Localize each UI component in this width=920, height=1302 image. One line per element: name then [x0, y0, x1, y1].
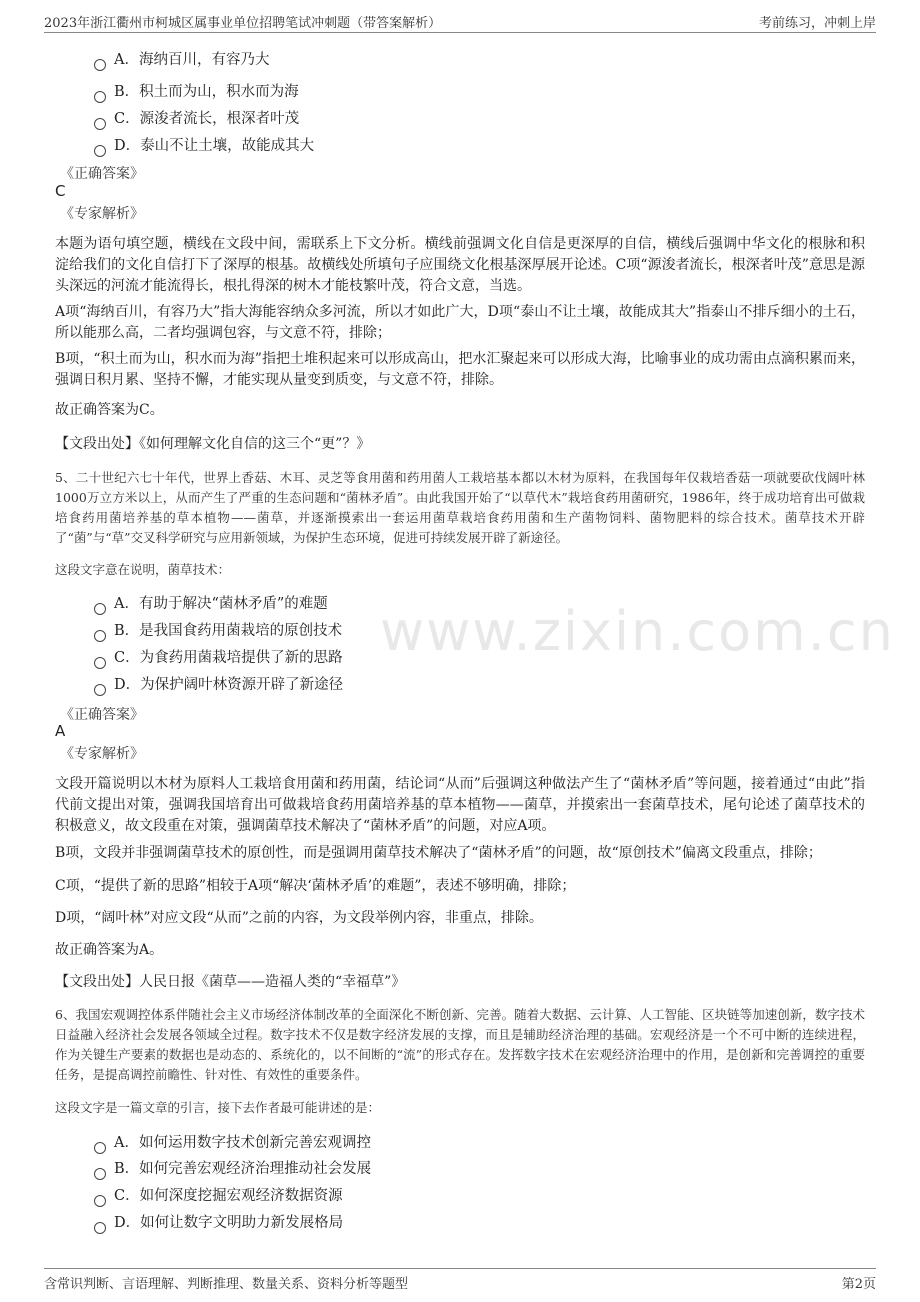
answer-label: 《正确答案》	[60, 166, 144, 182]
option-label: D．如何让数字文明助力新发展格局	[114, 1215, 344, 1231]
radio-icon[interactable]	[94, 1168, 106, 1180]
answer-value: A	[55, 722, 66, 740]
analysis-paragraph: D项，“阔叶林”对应文段“从而”之前的内容，为文段举例内容，非重点，排除。	[55, 910, 543, 926]
q5-option-b[interactable]	[94, 619, 342, 641]
q6-option-c[interactable]	[94, 1184, 343, 1206]
option-label: C．源浚者流长，根深者叶茂	[114, 111, 300, 127]
radio-icon[interactable]	[94, 1195, 106, 1207]
radio-icon[interactable]	[94, 630, 106, 642]
answer-label: 《正确答案》	[60, 707, 144, 723]
analysis-paragraph: B项，“积土而为山，积水而为海”指把土堆积起来可以形成高山，把水汇聚起来可以形成大海，比喻事业的成功需由点滴积累而来，强调日积月累、坚持不懈，才能实现从量变到质变，与文意不符，排除。	[55, 351, 865, 388]
analysis-paragraph: C项，“提供了新的思路”相较于A项“解决‘菌林矛盾’的难题”，表述不够明确，排除；	[55, 878, 576, 894]
analysis-paragraph: 本题为语句填空题，横线在文段中间，需联系上下文分析。横线前强调文化自信是更深厚的自信，横线后强调中华文化的根脉和积淀给我们的文化自信打下了深厚的根基。故横线处所填句子应围绕文化根基深厚展开论述。C项“源浚者流长，根深者叶茂”意思是源头深远的河流才能流得长，根扎得深的树木才能枝繁叶茂，符合文意，当选。	[55, 236, 865, 294]
option-label: D．为保护阔叶林资源开辟了新途径	[114, 677, 344, 693]
q5-option-d[interactable]	[94, 673, 343, 695]
footer-note: 含常识判断、言语理解、判断推理、数量关系、资料分析等题型	[44, 1277, 409, 1292]
question-stem: 5、二十世纪六七十年代，世界上香菇、木耳、灵芝等食用菌和药用菌人工栽培基本都以木材为原料，在我国每年仅栽培香菇一项就要砍伐阔叶林1000万立方米以上，从而产生了严重的生态问题和“菌林矛盾”。由此我国开始了“以草代木”栽培食药用菌研究，1986年，终于成功培育出可做栽培食药用菌培养基的草本植物——菌草，并逐渐摸索出一套运用菌草栽培食药用菌和生产菌物饲料、菌物肥料的综合技术。菌草技术开辟了“菌”与“草”交叉科学研究与应用新领域，为保护生态环境，促进可持续发展开辟了新途径。	[55, 470, 865, 545]
analysis-label: 《专家解析》	[60, 206, 144, 222]
header-slogan: 考前练习，冲刺上岸	[758, 16, 876, 31]
page-number: 第2页	[841, 1277, 876, 1292]
radio-icon[interactable]	[94, 91, 106, 103]
radio-icon[interactable]	[94, 603, 106, 615]
option-label: B．积土而为山，积水而为海	[114, 84, 299, 100]
q6-option-a[interactable]	[94, 1131, 371, 1153]
radio-icon[interactable]	[94, 684, 106, 696]
q4-option-d[interactable]	[94, 134, 314, 156]
question-prompt: 这段文字意在说明，菌草技术：	[55, 562, 231, 577]
radio-icon[interactable]	[94, 1142, 106, 1154]
analysis-label: 《专家解析》	[60, 746, 144, 762]
option-label: A．如何运用数字技术创新完善宏观调控	[114, 1135, 371, 1151]
page-footer	[44, 1268, 876, 1293]
option-label: A．海纳百川，有容乃大	[114, 52, 270, 68]
q4-option-a[interactable]	[94, 48, 269, 70]
radio-icon[interactable]	[94, 59, 106, 71]
analysis-paragraph: 文段开篇说明以木材为原料人工栽培食用菌和药用菌，结论词“从而”后强调这种做法产生了“菌林矛盾”等问题，接着通过“由此”指代前文提出对策，强调我国培育出可做栽培食药用菌培养基的草本植物——菌草，并摸索出一套菌草技术，尾句论述了菌草技术的积极意义，故文段重在对策，强调菌草技术解决了“菌林矛盾”的问题，对应A项。	[55, 776, 865, 834]
analysis-paragraph: 故正确答案为C。	[55, 402, 164, 418]
radio-icon[interactable]	[94, 657, 106, 669]
q5-option-a[interactable]	[94, 592, 328, 614]
option-label: D．泰山不让土壤，故能成其大	[114, 138, 315, 154]
source-citation: 【文段出处】《如何理解文化自信的这三个“更”？》	[55, 436, 371, 452]
q5-option-c[interactable]	[94, 646, 343, 668]
question-stem: 6、我国宏观调控体系伴随社会主义市场经济体制改革的全面深化不断创新、完善。随着大数据、云计算、人工智能、区块链等加速创新，数字技术日益融入经济社会发展各领域全过程。数字技术不仅是数字经济发展的支撑，而且是辅助经济治理的基础。宏观经济是一个不可中断的连续进程，作为关键生产要素的数据也是动态的、系统化的，以不间断的“流”的形式存在。发挥数字技术在宏观经济治理中的作用，是创新和完善调控的重要任务，是提高调控前瞻性、针对性、有效性的重要条件。	[55, 1007, 865, 1082]
q6-option-d[interactable]	[94, 1211, 343, 1233]
question-prompt: 这段文字是一篇文章的引言，接下去作者最可能讲述的是：	[55, 1100, 381, 1115]
option-label: B．如何完善宏观经济治理推动社会发展	[114, 1161, 372, 1177]
radio-icon[interactable]	[94, 118, 106, 130]
option-label: C．如何深度挖掘宏观经济数据资源	[114, 1188, 343, 1204]
header-title: 2023年浙江衢州市柯城区属事业单位招聘笔试冲刺题（带答案解析）	[44, 16, 442, 31]
watermark: www.zixin.com.cn	[380, 600, 895, 663]
answer-value: C	[55, 182, 66, 200]
option-label: C．为食药用菌栽培提供了新的思路	[114, 650, 343, 666]
q4-option-c[interactable]	[94, 107, 299, 129]
analysis-paragraph: A项“海纳百川，有容乃大”指大海能容纳众多河流，所以才如此广大，D项“泰山不让土壤，故能成其大”指泰山不排斥细小的土石，所以能那么高，二者均强调包容，与文意不符，排除；	[55, 304, 865, 341]
source-citation: 【文段出处】人民日报《菌草——造福人类的“幸福草”》	[55, 974, 406, 990]
analysis-paragraph: B项，文段并非强调菌草技术的原创性，而是强调用菌草技术解决了“菌林矛盾”的问题，故“原创技术”偏离文段重点，排除；	[55, 845, 822, 861]
radio-icon[interactable]	[94, 1222, 106, 1234]
option-label: B．是我国食药用菌栽培的原创技术	[114, 623, 343, 639]
option-label: A．有助于解决“菌林矛盾”的难题	[114, 596, 328, 612]
analysis-paragraph: 故正确答案为A。	[55, 942, 164, 958]
q4-option-b[interactable]	[94, 80, 299, 102]
page-header	[44, 10, 876, 33]
q6-option-b[interactable]	[94, 1157, 371, 1179]
radio-icon[interactable]	[94, 145, 106, 157]
